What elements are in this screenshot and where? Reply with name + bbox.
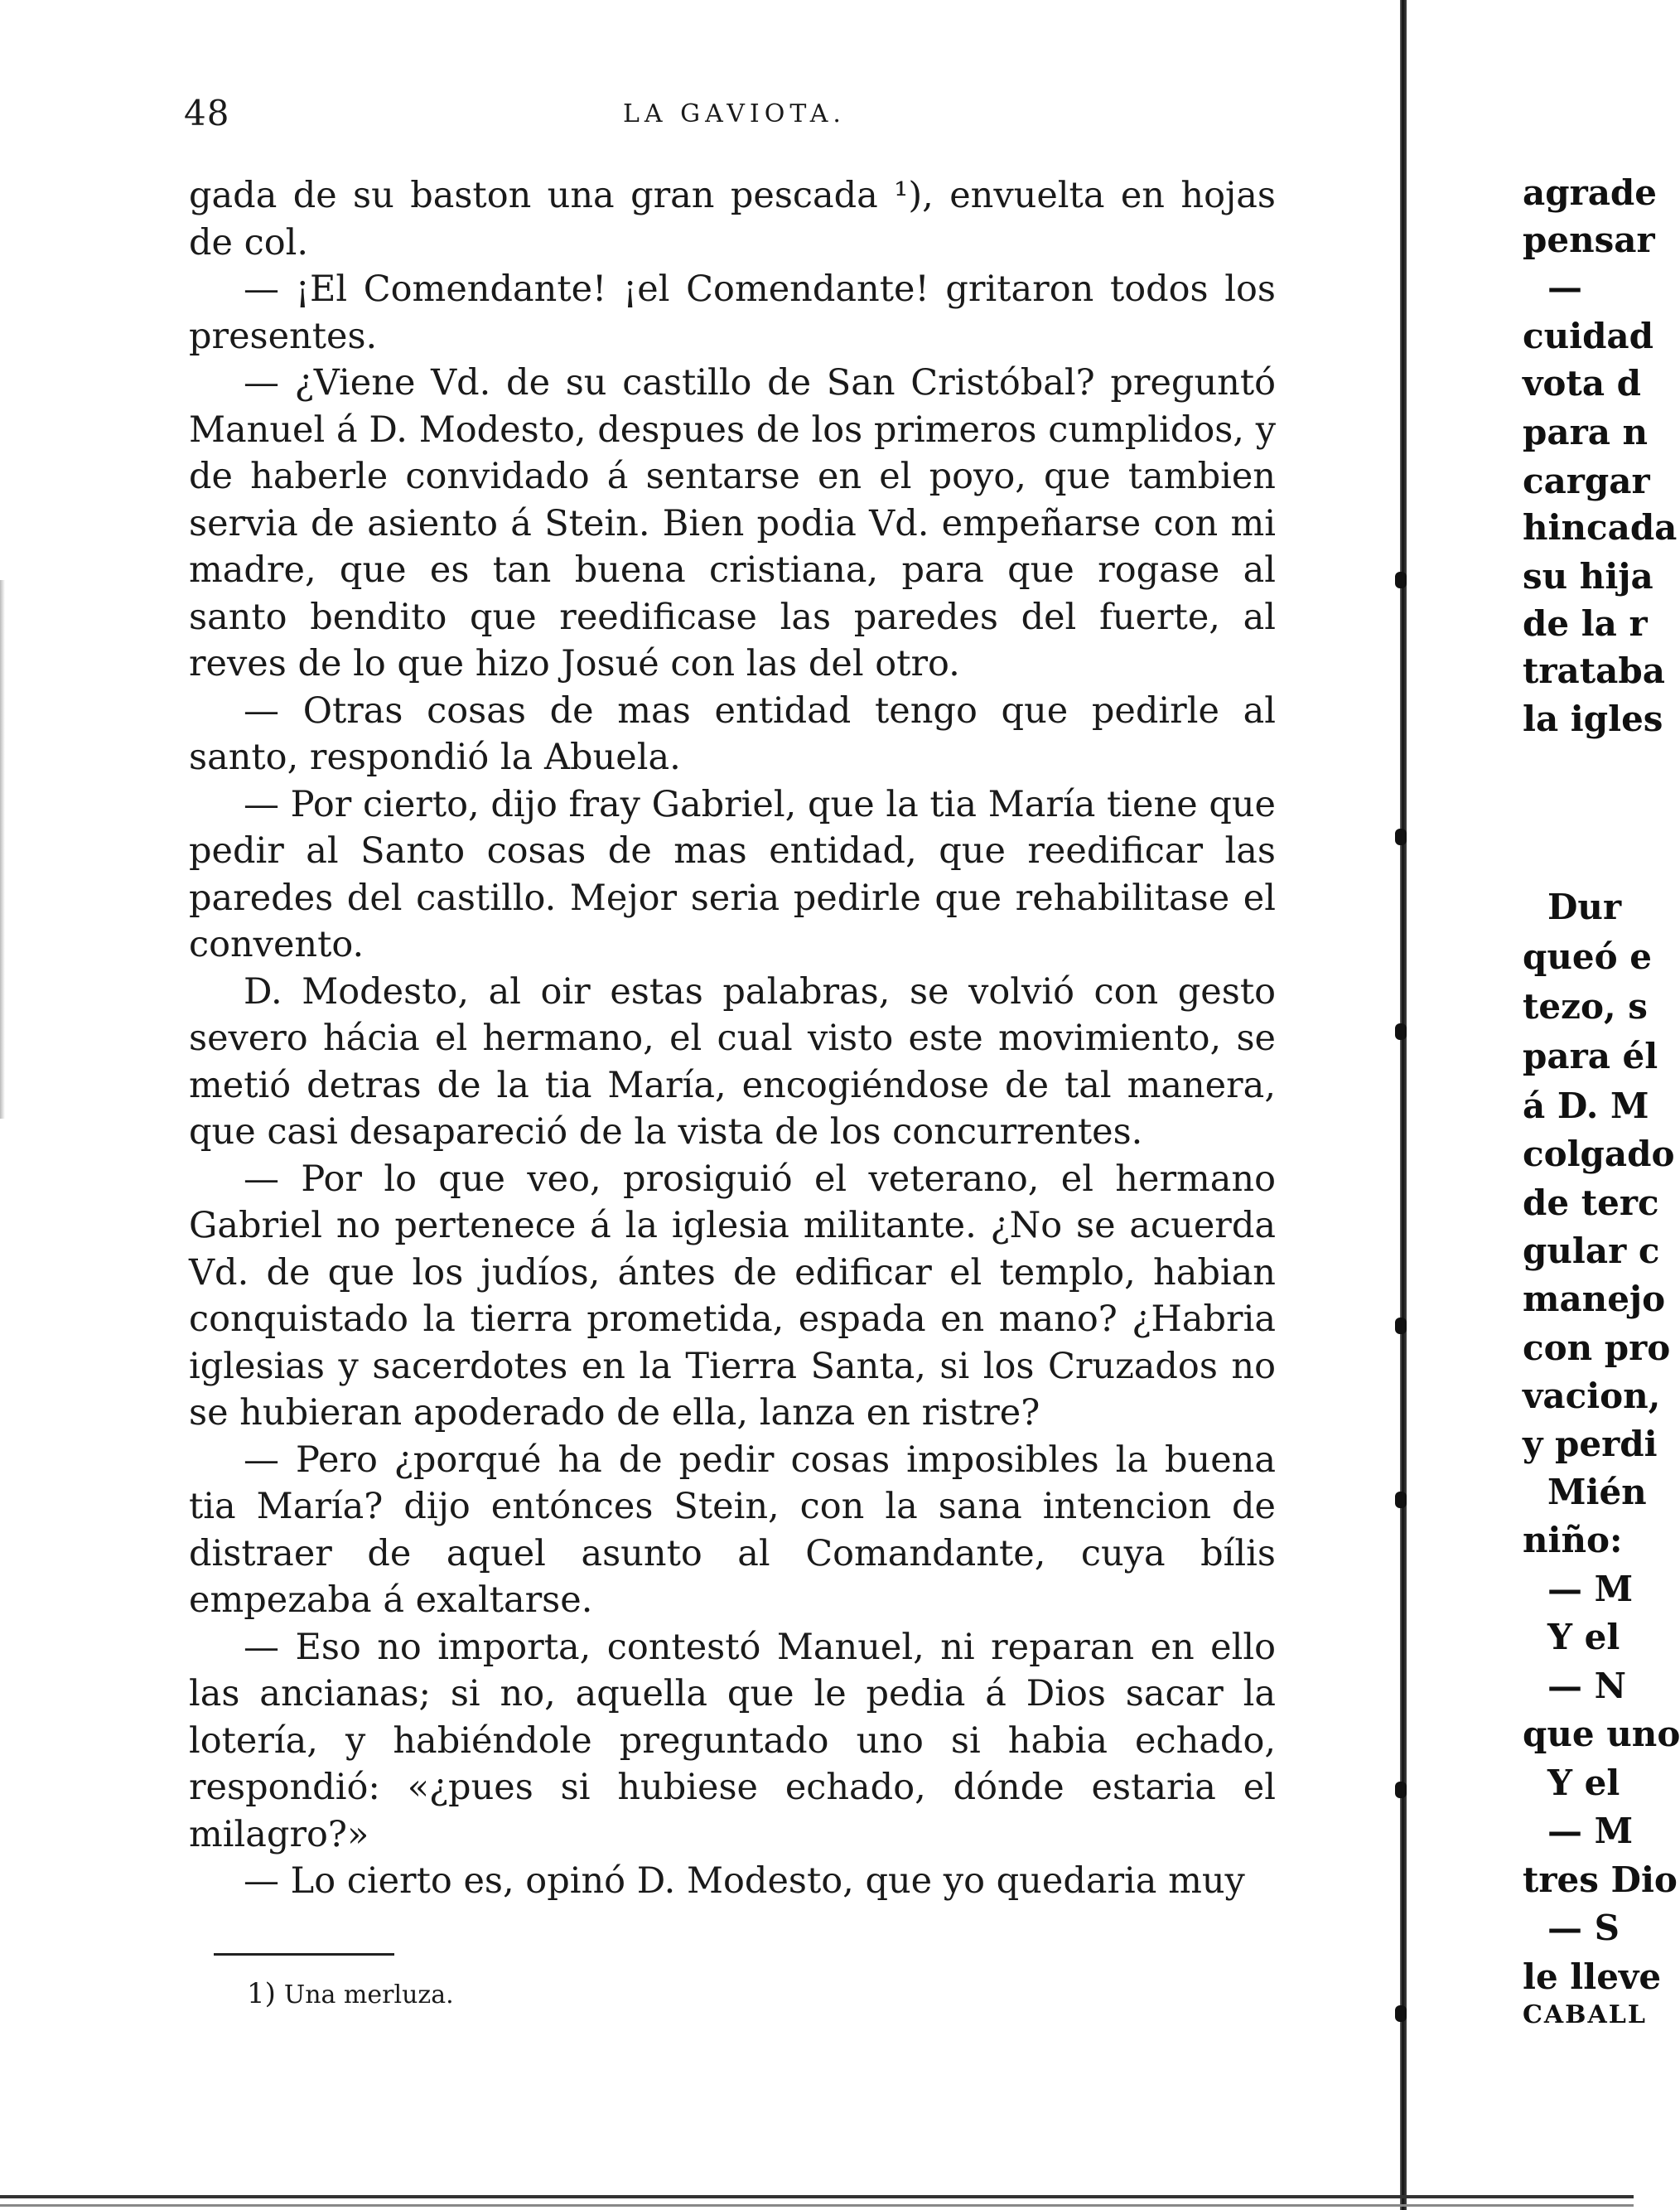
adjacent-line: trataba xyxy=(1523,650,1665,691)
adjacent-line: para n xyxy=(1523,412,1649,452)
adjacent-line: que uno xyxy=(1523,1714,1680,1754)
adjacent-line: para él xyxy=(1523,1036,1658,1076)
adjacent-line: le lleve xyxy=(1523,1956,1662,1997)
adjacent-line: niño: xyxy=(1523,1520,1623,1560)
adjacent-signature: CABALL xyxy=(1523,2000,1647,2029)
adjacent-line: — M xyxy=(1547,1569,1634,1609)
adjacent-page xyxy=(1523,0,1680,2210)
adjacent-line: y perdi xyxy=(1523,1424,1658,1464)
footnote-text: Una merluza. xyxy=(283,1980,454,2009)
adjacent-line: su hija xyxy=(1523,556,1653,597)
adjacent-line: Mién xyxy=(1547,1472,1647,1512)
adjacent-line: Dur xyxy=(1547,887,1622,927)
adjacent-line: la igles xyxy=(1523,699,1663,739)
adjacent-line: hincada xyxy=(1523,507,1678,548)
paragraph: — Pero ¿porqué ha de pedir cosas imposibles la buena tia María? dijo entónces Stein, con la sana intencion de distraer de aquel asunto al Comandante, cuya bílis empezaba á exaltarse. xyxy=(189,1439,1276,1621)
adjacent-line: gular c xyxy=(1523,1231,1660,1271)
footnote-number: 1) xyxy=(247,1977,276,2010)
scan-bottom-edge xyxy=(0,2195,1634,2198)
adjacent-line: cargar xyxy=(1523,461,1650,501)
page-header xyxy=(184,93,1277,143)
adjacent-line: — xyxy=(1547,267,1582,307)
adjacent-line: queó e xyxy=(1523,936,1652,977)
paragraph: — ¿Viene Vd. de su castillo de San Cristóbal? preguntó Manuel á D. Modesto, despues de los primeros cumplidos, y de haberle convidado á sentarse en el poyo, que tambien servia de asiento á Stein. Bien podia Vd. empeñarse con mi madre, que es tan buena cristiana, para que rogase al santo bendito que reedificase las paredes del fuerte, al reves de lo que hizo Josué con las del otro. xyxy=(189,362,1276,684)
adjacent-line: á D. M xyxy=(1523,1086,1649,1126)
paragraph: — Lo cierto es, opinó D. Modesto, que yo quedaria muy xyxy=(244,1860,1245,1902)
adjacent-line: tezo, s xyxy=(1523,986,1648,1027)
adjacent-line: manejo xyxy=(1523,1279,1666,1319)
running-head: LA GAVIOTA. xyxy=(623,99,846,128)
adjacent-line: cuidad xyxy=(1523,316,1654,356)
adjacent-line: colgado xyxy=(1523,1134,1675,1174)
adjacent-line: con pro xyxy=(1523,1327,1671,1368)
adjacent-line: de la r xyxy=(1523,603,1648,644)
adjacent-line: — S xyxy=(1547,1908,1620,1948)
paragraph: gada de su baston una gran pescada ¹), envuelta en hojas de col. xyxy=(189,175,1276,264)
scan-edge-shadow xyxy=(0,580,5,1119)
adjacent-line: pensar xyxy=(1523,220,1655,260)
paragraph: — Por cierto, dijo fray Gabriel, que la tia María tiene que pedir al Santo cosas de mas entidad, que reedificar las paredes del castillo. Mejor seria pedirle que rehabilitase el convento. xyxy=(189,783,1276,965)
paragraph: — ¡El Comendante! ¡el Comendante! gritaron todos los presentes. xyxy=(189,268,1276,357)
footnote-rule xyxy=(214,1953,394,1956)
adjacent-line: tres Dio xyxy=(1523,1859,1678,1900)
page-gutter xyxy=(1400,0,1407,2210)
page-number: 48 xyxy=(184,93,230,133)
adjacent-line: agrade xyxy=(1523,172,1658,213)
main-text-block xyxy=(189,172,1276,1905)
adjacent-line: vota d xyxy=(1523,363,1642,404)
adjacent-line: de terc xyxy=(1523,1182,1659,1223)
adjacent-line: vacion, xyxy=(1523,1376,1661,1416)
adjacent-line: — N xyxy=(1547,1666,1627,1706)
adjacent-line: Y el xyxy=(1547,1763,1620,1803)
paragraph: — Otras cosas de mas entidad tengo que pedirle al santo, respondió la Abuela. xyxy=(189,689,1276,778)
footnote xyxy=(247,1977,454,2010)
paragraph: — Por lo que veo, prosiguió el veterano, el hermano Gabriel no pertenece á la iglesia militante. ¿No se acuerda Vd. de que los judíos, ántes de edificar el templo, habian conquistado la tierra prometida, espada en mano? ¿Habria iglesias y sacerdotes en la Tierra Santa, si los Cruzados no se hubieran apoderado de ella, lanza en ristre? xyxy=(189,1158,1276,1434)
adjacent-line: Y el xyxy=(1547,1617,1620,1657)
adjacent-line: — M xyxy=(1547,1811,1634,1851)
scan-bottom-edge-shadow xyxy=(0,2204,1634,2207)
paragraph: D. Modesto, al oir estas palabras, se volvió con gesto severo hácia el hermano, el cual visto este movimiento, se metió detras de la tia María, encogiéndose de tal manera, que casi desapareció de la vista de los concurrentes. xyxy=(189,970,1276,1153)
paragraph: — Eso no importa, contestó Manuel, ni reparan en ello las ancianas; si no, aquella que le pedia á Dios sacar la lotería, y habiéndole preguntado uno si habia echado, respondió: «¿pues si hubiese echado, dónde estaria el milagro?» xyxy=(189,1626,1276,1855)
